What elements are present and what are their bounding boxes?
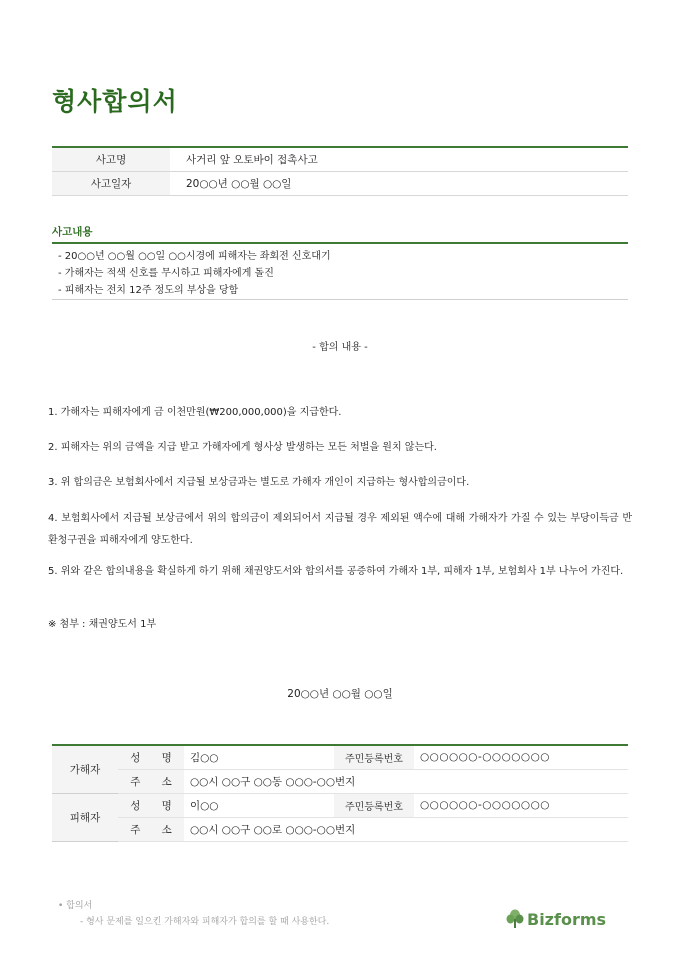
offender-name-row — [52, 745, 628, 769]
accident-date-label: 사고일자 — [52, 171, 170, 195]
offender-reg-label: 주민등록번호 — [334, 745, 414, 769]
signing-date: 20○○년 ○○월 ○○일 — [287, 688, 393, 700]
parties-table — [52, 744, 628, 842]
agreement-clause-3: 3. 위 합의금은 보험회사에서 지급될 보상금과는 별도로 가해자 개인이 지급하는 형사합의금이다. — [48, 477, 470, 488]
offender-address-row — [52, 769, 628, 793]
leaf-tree-icon — [506, 909, 524, 929]
accident-details-label: 사고내용 — [52, 226, 93, 238]
accident-details-box — [52, 242, 628, 300]
agreement-clause-4: 4. 보험회사에서 지급될 보상금에서 위의 합의금이 제외되어서 지급될 경우 제외된 액수에 대해 가해자가 가질 수 있는 부당이득금 반환청구권을 피해자에게 양도한다. — [48, 513, 632, 546]
accident-info-table — [52, 146, 628, 196]
offender-name-value: 김○○ — [184, 745, 334, 769]
victim-name-row — [52, 793, 628, 817]
accident-detail-line: - 20○○년 ○○월 ○○일 ○○시경에 피해자는 좌회전 신호대기 — [58, 251, 331, 262]
accident-detail-line: - 가해자는 적색 신호를 무시하고 피해자에게 돌진 — [58, 268, 274, 279]
agreement-heading: - 합의 내용 - — [312, 342, 368, 353]
offender-label: 가해자 — [52, 745, 118, 793]
accident-name-row — [52, 147, 628, 171]
victim-reg-value: ○○○○○○-○○○○○○○ — [414, 793, 628, 817]
offender-address-value: ○○시 ○○구 ○○동 ○○○-○○번지 — [184, 769, 628, 793]
offender-address-label: 주 소 — [118, 769, 184, 793]
accident-detail-line: - 피해자는 전치 12주 정도의 부상을 당함 — [58, 285, 239, 296]
victim-address-value: ○○시 ○○구 ○○로 ○○○-○○번지 — [184, 817, 628, 841]
agreement-clause-1: 1. 가해자는 피해자에게 금 이천만원(₩200,000,000)을 지급한다. — [48, 407, 342, 418]
offender-reg-value: ○○○○○○-○○○○○○○ — [414, 745, 628, 769]
footer-description: - 형사 문제를 일으킨 가해자와 피해자가 합의를 할 때 사용한다. — [80, 917, 330, 927]
logo-text: Bizforms — [527, 909, 607, 929]
victim-name-label: 성 명 — [118, 793, 184, 817]
victim-reg-label: 주민등록번호 — [334, 793, 414, 817]
accident-date-value: 20○○년 ○○월 ○○일 — [170, 171, 628, 195]
footer-doc-type: • 합의서 — [58, 901, 93, 911]
accident-name-label: 사고명 — [52, 147, 170, 171]
attachment-note: ※ 첨부 : 채권양도서 1부 — [48, 619, 157, 630]
accident-name-value: 사거리 앞 오토바이 접촉사고 — [170, 147, 628, 171]
victim-name-value: 이○○ — [184, 793, 334, 817]
victim-address-row — [52, 817, 628, 841]
victim-address-label: 주 소 — [118, 817, 184, 841]
bizforms-logo — [506, 908, 606, 930]
agreement-clause-2: 2. 피해자는 위의 금액을 지급 받고 가해자에게 형사상 발생하는 모든 처벌을 원치 않는다. — [48, 442, 437, 453]
document-title: 형사합의서 — [52, 87, 178, 116]
victim-label: 피해자 — [52, 793, 118, 841]
accident-date-row — [52, 171, 628, 195]
offender-name-label: 성 명 — [118, 745, 184, 769]
agreement-clause-5: 5. 위와 같은 합의내용을 확실하게 하기 위해 채권양도서와 합의서를 공증하여 가해자 1부, 피해자 1부, 보험회사 1부 나누어 가진다. — [48, 566, 624, 577]
